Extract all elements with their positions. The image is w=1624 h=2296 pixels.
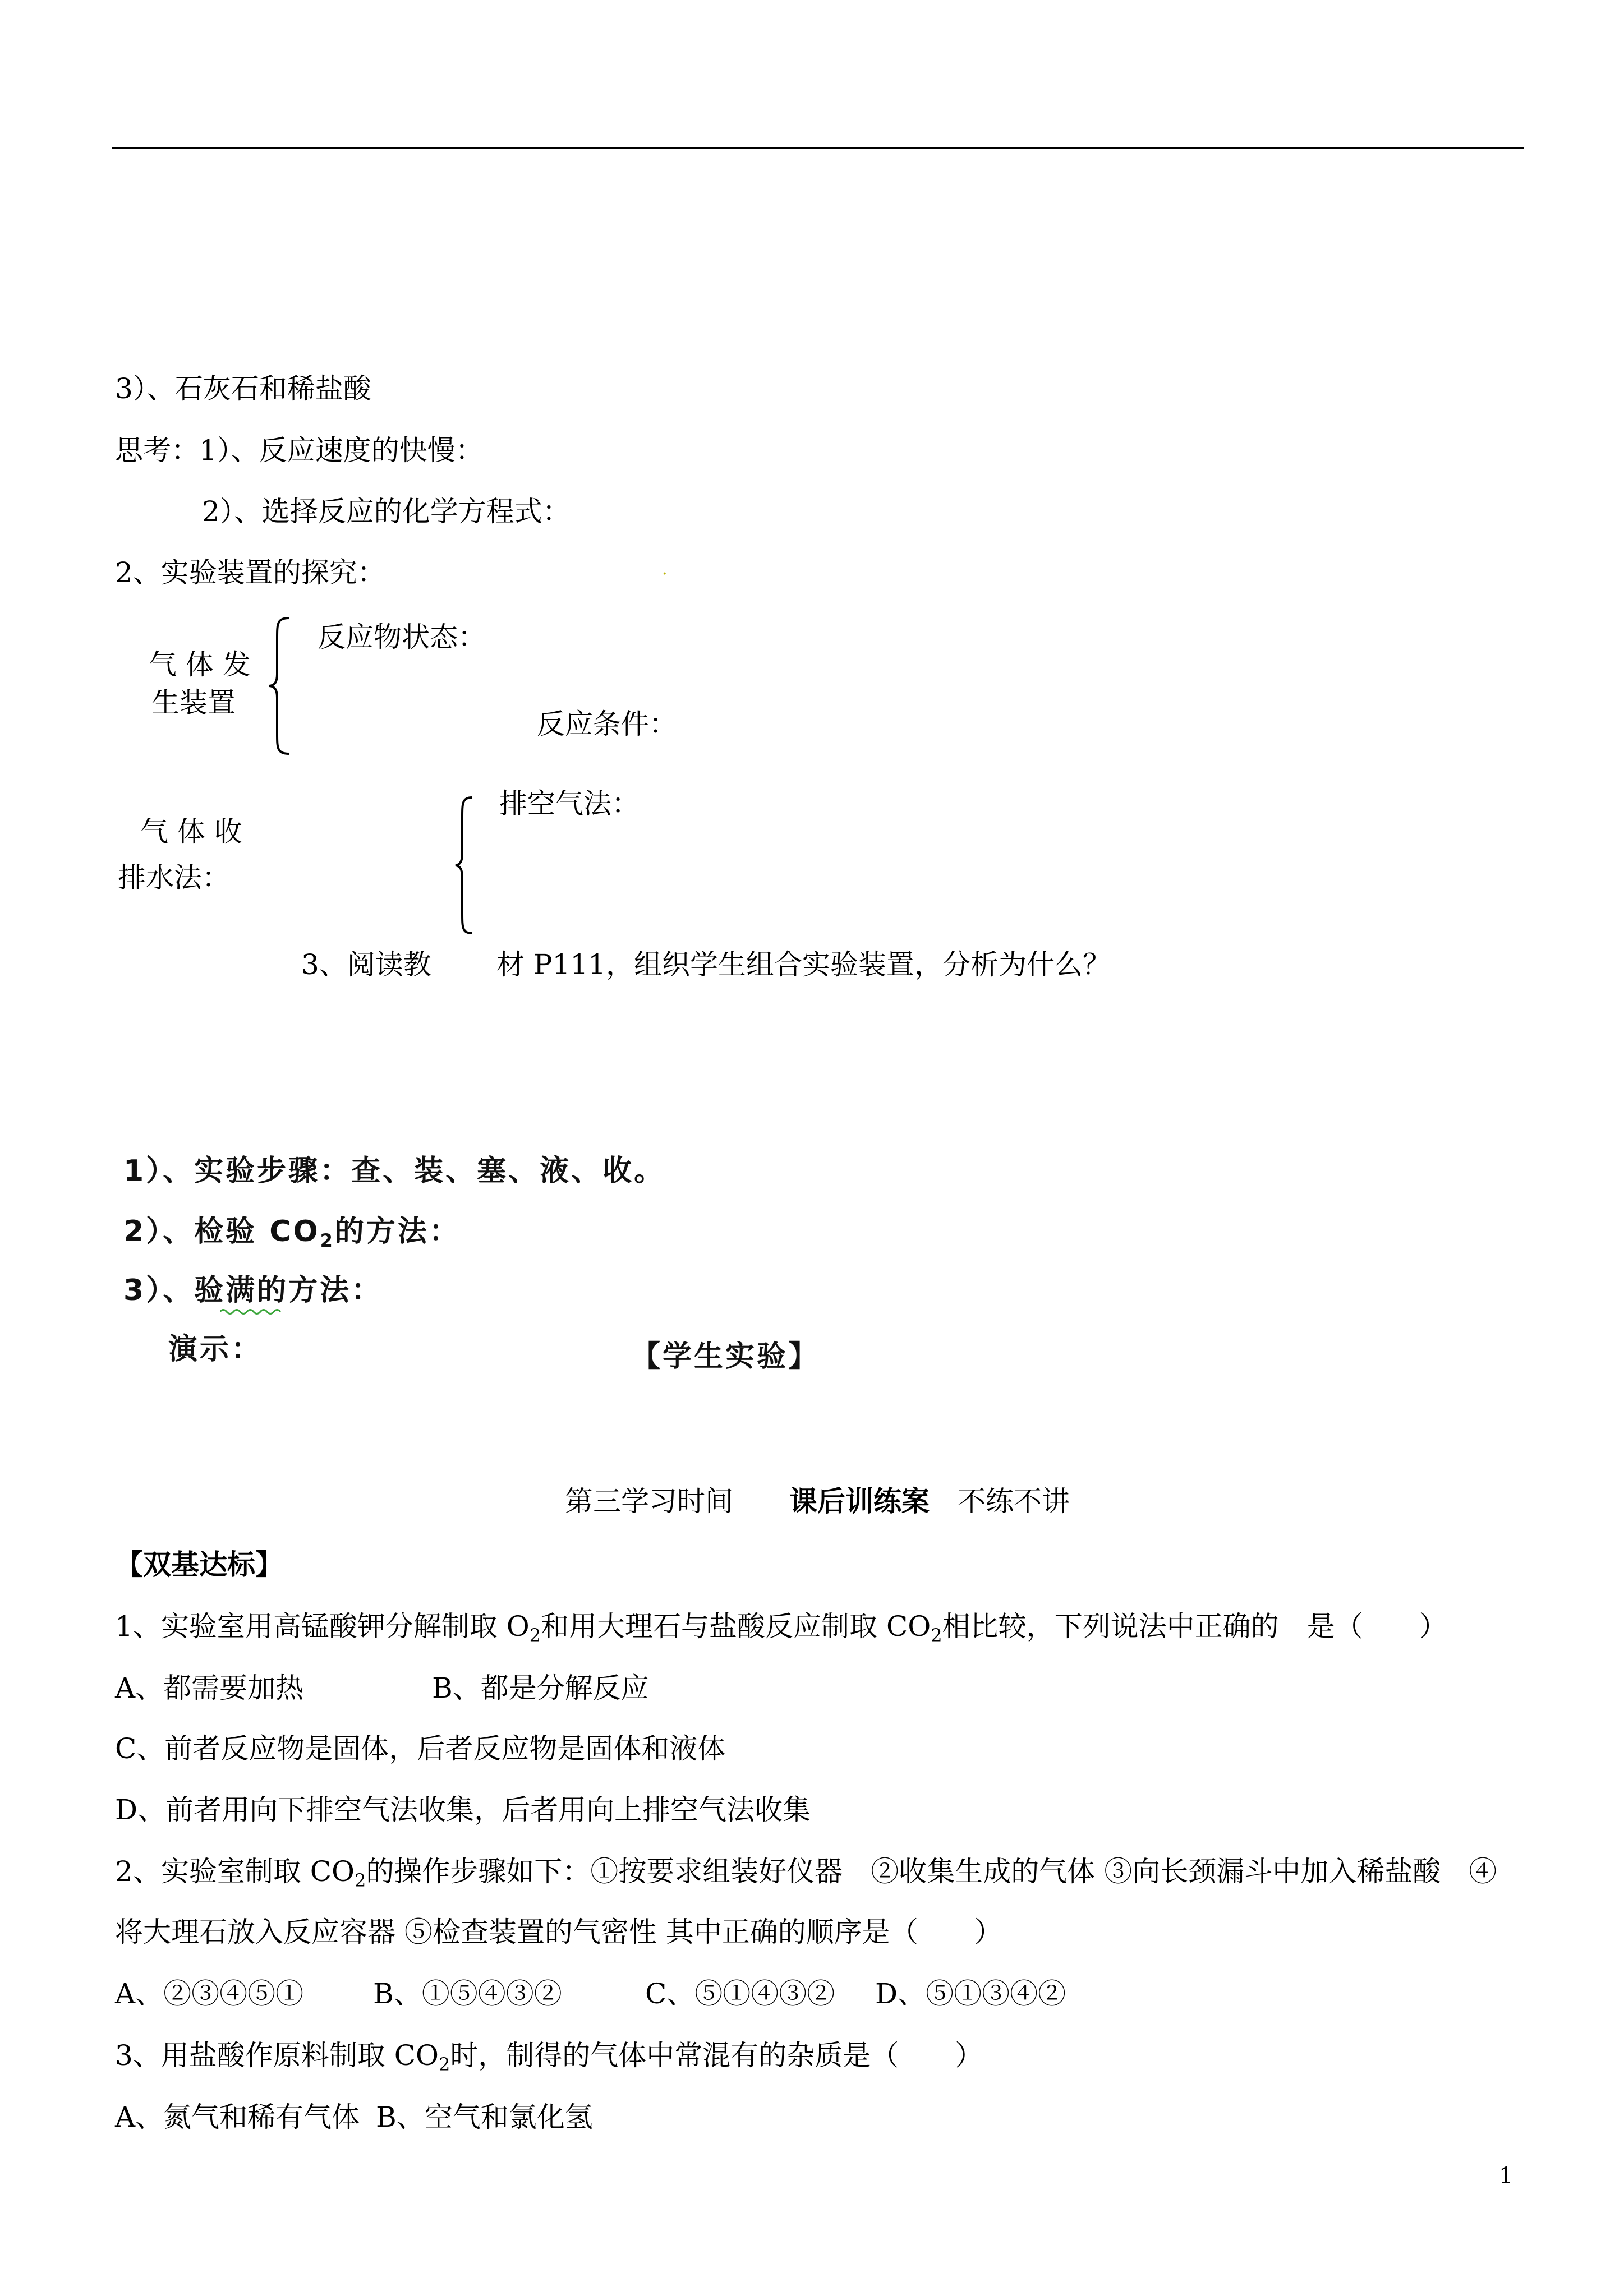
q3-part-b: 时，制得的气体中常混有的杂质是（ ） — [450, 2039, 983, 2072]
q3-stem — [115, 2039, 983, 2075]
header-rule — [112, 147, 1524, 149]
collect-device-label-1: 气 体 收 — [140, 815, 242, 848]
q1-option-a: A、都需要加热 — [115, 1672, 304, 1704]
student-experiment-label: 【学生实验】 — [631, 1340, 820, 1373]
q2-stem-line-2: 将大理石放入反应容器 ⑤检查装置的气密性 其中正确的顺序是（ ） — [115, 1916, 1002, 1948]
q1-stem — [115, 1610, 1447, 1646]
q2-part-b: 的操作步骤如下：①按要求组装好仪器 ②收集生成的气体 ③向长颈漏斗中加入稀盐酸 ④ — [366, 1855, 1497, 1888]
item-3-limestone: 3）、石灰石和稀盐酸 — [115, 372, 371, 405]
q1-sub-2: 2 — [931, 1625, 942, 1646]
session3-title — [565, 1485, 1070, 1518]
q3-option-b: B、空气和氯化氢 — [376, 2101, 593, 2133]
experiment-steps: 1）、实验步骤：查、装、塞、液、收。 — [123, 1154, 666, 1188]
gen-device-brace — [267, 616, 301, 756]
co2-sub: 2 — [320, 1230, 335, 1251]
reactant-state: 反应物状态： — [318, 621, 486, 653]
q1-sub-1: 2 — [529, 1625, 541, 1646]
q3-part-a: 3、用盐酸作原料制取 CO — [115, 2039, 439, 2072]
think-reaction-speed: 思考：1）、反应速度的快慢： — [115, 434, 484, 467]
q1-option-c: C、前者反应物是固体，后者反应物是固体和液体 — [115, 1732, 726, 1765]
session3-bold: 课后训练案 — [789, 1485, 930, 1518]
q2-part-a: 2、实验室制取 CO — [115, 1855, 355, 1888]
heading-apparatus: 2、实验装置的探究： — [115, 556, 385, 589]
spellcheck-squiggle — [220, 1308, 282, 1316]
exercise-heading: 【双基达标】 — [115, 1548, 283, 1581]
q2-option-c: C、⑤①④③② — [645, 1977, 835, 2010]
q1-part-b: 和用大理石与盐酸反应制取 CO — [541, 1610, 931, 1643]
gen-device-label-2: 生装置 — [151, 686, 236, 719]
fullness-test-method: 3）、验满的方法： — [123, 1274, 383, 1307]
q1-option-d: D、前者用向下排空气法收集，后者用向上排空气法收集 — [115, 1794, 811, 1826]
q1-part-c: 相比较，下列说法中正确的 是（ ） — [942, 1610, 1447, 1643]
q2-option-a: A、②③④⑤① — [115, 1977, 304, 2010]
session3-tail: 不练不讲 — [958, 1485, 1070, 1518]
q2-option-b: B、①⑤④③② — [373, 1977, 562, 2010]
page-number: 1 — [1499, 2163, 1513, 2189]
session3-label: 第三学习时间 — [565, 1485, 733, 1518]
q2-option-d: D、⑤①③④② — [875, 1977, 1066, 2010]
reaction-condition: 反应条件： — [537, 708, 677, 740]
think-equation: 2）、选择反应的化学方程式： — [202, 495, 571, 528]
q1-option-b: B、都是分解反应 — [432, 1672, 649, 1704]
q2-stem — [115, 1855, 1497, 1891]
q3-sub: 2 — [438, 2054, 450, 2075]
water-method: 排水法： — [118, 861, 230, 894]
co2-test-method — [123, 1215, 461, 1251]
reading-part-1: 3、阅读教 — [301, 948, 431, 981]
q3-option-a: A、氮气和稀有气体 — [115, 2101, 360, 2133]
collect-device-brace — [453, 795, 481, 935]
co2-test-tail: 的方法： — [334, 1215, 461, 1248]
co2-test-text: 2）、检验 CO — [123, 1215, 320, 1248]
q1-part-a: 1、实验室用高锰酸钾分解制取 O — [115, 1610, 530, 1643]
demo-label: 演示： — [168, 1333, 263, 1366]
stray-dot: . — [662, 559, 668, 579]
gen-device-label-1: 气 体 发 — [149, 648, 251, 681]
air-method: 排空气法： — [499, 787, 640, 820]
q2-sub: 2 — [354, 1870, 366, 1891]
reading-part-2: 材 P111，组织学生组合实验装置，分析为什么？ — [496, 948, 1111, 981]
